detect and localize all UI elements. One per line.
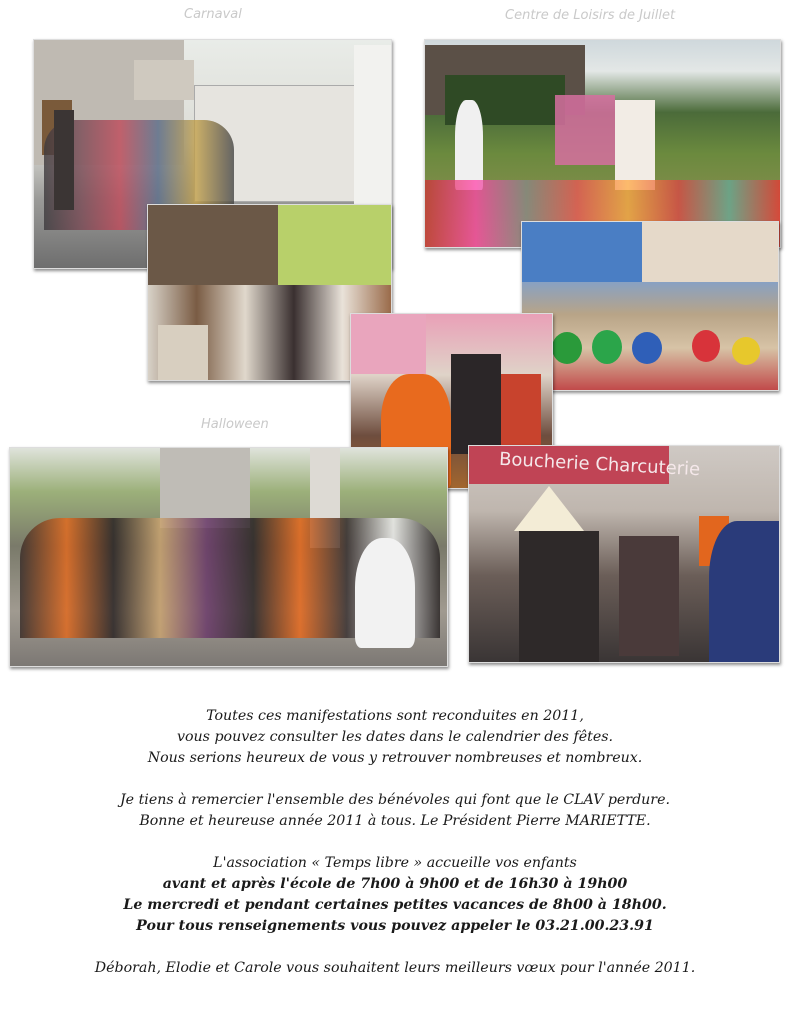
photo-boucherie-street <box>468 445 780 663</box>
paragraph-remerciements <box>0 790 790 832</box>
info-text <box>0 706 790 1000</box>
text-line-wednesday: Le mercredi et pendant certaines petites vacances de 8h00 à 18h00. <box>123 897 667 913</box>
text-line-phone: Pour tous renseignements vous pouvez appeler le 03.21.00.23.91 <box>136 918 654 934</box>
paragraph-voeux <box>0 958 790 979</box>
caption-halloween: Halloween <box>201 417 269 432</box>
text-line: vous pouvez consulter les dates dans le calendrier des fêtes. <box>176 729 614 745</box>
text-line: Déborah, Elodie et Carole vous souhaitent leurs meilleurs vœux pour l'année 2011. <box>94 960 696 976</box>
shop-sign: Boucherie Charcuterie <box>498 448 701 481</box>
text-line: Bonne et heureuse année 2011 à tous. Le Président Pierre MARIETTE. <box>139 813 651 829</box>
photo-halloween-group-large <box>9 447 448 667</box>
photo-bouncy-toys <box>521 221 779 391</box>
text-line: Nous serions heureux de vous y retrouver nombreuses et nombreux. <box>147 750 643 766</box>
text-line: Je tiens à remercier l'ensemble des bénévoles qui font que le CLAV perdure. <box>119 792 670 808</box>
text-line: L'association « Temps libre » accueille vos enfants <box>213 855 577 871</box>
text-line: Toutes ces manifestations sont reconduites en 2011, <box>206 708 584 724</box>
paragraph-manifestations <box>0 706 790 769</box>
caption-centre-loisirs: Centre de Loisirs de Juillet <box>505 8 676 23</box>
paragraph-temps-libre <box>0 853 790 937</box>
text-line-hours: avant et après l'école de 7h00 à 9h00 et de 16h30 à 19h00 <box>162 876 628 892</box>
caption-carnaval: Carnaval <box>184 7 242 22</box>
photo-centre-loisirs-outdoor <box>424 39 781 248</box>
